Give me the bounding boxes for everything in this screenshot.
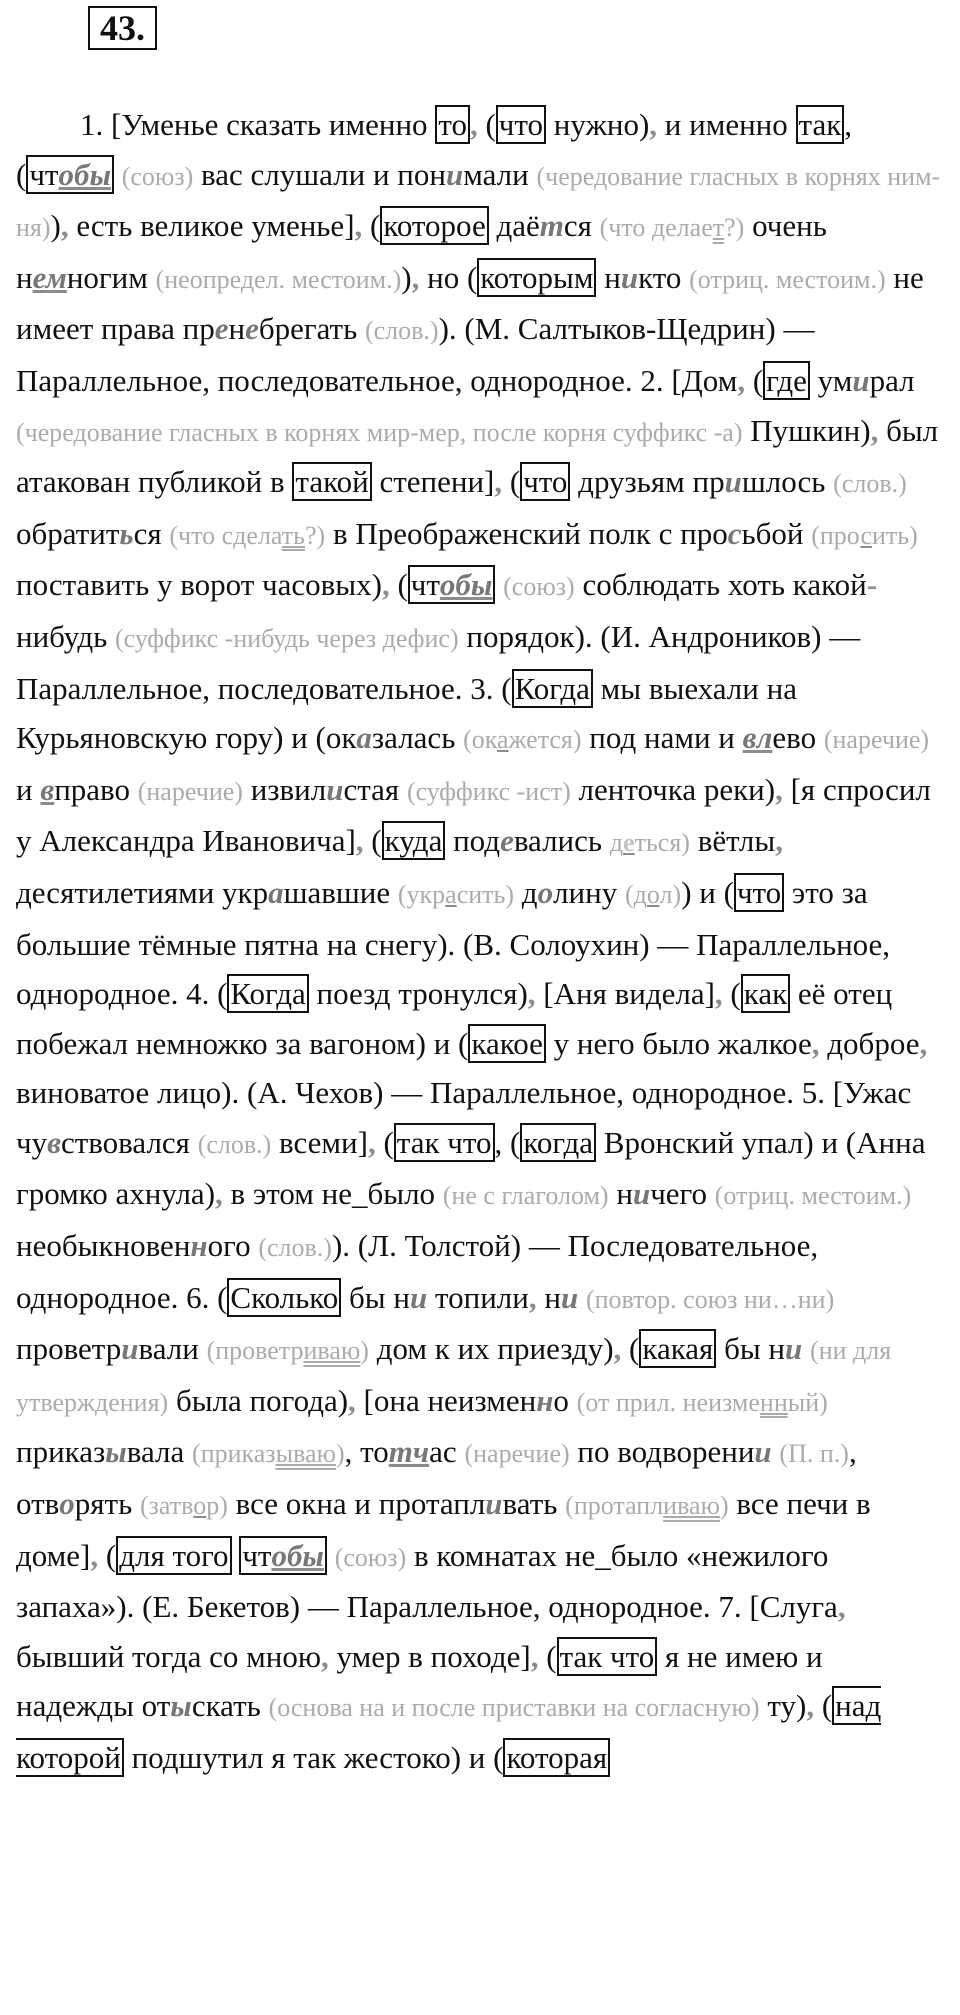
conjunction-box: так что bbox=[557, 1637, 658, 1676]
highlighted-letter: о bbox=[646, 879, 660, 909]
text-run: под bbox=[445, 823, 501, 859]
text-run: ) bbox=[719, 1491, 729, 1521]
text-run: в комнатах не_было «нежилого запаха»). (Е. Бекетов) — Параллельное, однородное. 7. [Слуга bbox=[16, 1537, 838, 1625]
text-run: ся bbox=[133, 515, 162, 551]
conjunction-box: Когда bbox=[227, 974, 308, 1013]
punctuation: , bbox=[613, 1331, 622, 1367]
text-run: поезд тронулся) bbox=[308, 976, 528, 1012]
text-run: ) bbox=[360, 1336, 369, 1366]
punctuation: - bbox=[866, 567, 878, 603]
punctuation: , bbox=[811, 1025, 820, 1061]
text-run: л) bbox=[659, 879, 682, 909]
text-run: бы н bbox=[716, 1331, 786, 1367]
conjunction-box: что bbox=[734, 873, 784, 912]
highlighted-letter: и bbox=[852, 362, 870, 398]
text-run: чего bbox=[650, 1176, 707, 1212]
text-run: ?) bbox=[724, 213, 745, 243]
text-run: н bbox=[616, 1176, 633, 1212]
text-run: (от прил. неизме bbox=[576, 1387, 760, 1417]
text-run: скать bbox=[191, 1688, 261, 1724]
highlighted-letter: е bbox=[245, 311, 259, 347]
grammar-note bbox=[207, 1336, 369, 1365]
highlighted-letters: иваю bbox=[303, 1336, 361, 1366]
text-run: ться) bbox=[634, 828, 690, 858]
text-run: (проветр bbox=[206, 1336, 304, 1366]
text-run: бывший тогда со мною bbox=[16, 1638, 322, 1674]
text-run: (протапл bbox=[565, 1491, 664, 1521]
text-run: рал bbox=[869, 362, 915, 398]
text-run: вала bbox=[126, 1434, 185, 1470]
punctuation: , bbox=[527, 976, 536, 1012]
conjunction-box: которое bbox=[380, 206, 488, 245]
punctuation: , bbox=[837, 1589, 846, 1625]
text-run: в Преображенский полк с про bbox=[332, 515, 728, 551]
text-run: под нами и bbox=[589, 720, 743, 756]
text-run: был атакован публикой в bbox=[16, 412, 939, 500]
text-run: , отв bbox=[16, 1434, 857, 1522]
text-run: шлось bbox=[741, 464, 826, 500]
grammar-note: (слов.) bbox=[364, 316, 439, 346]
text-run: , ( bbox=[494, 1124, 521, 1160]
conjunction-box: где bbox=[763, 361, 810, 400]
punctuation: , bbox=[775, 823, 783, 859]
highlighted-letter: и bbox=[785, 1331, 803, 1367]
text-run: ( bbox=[814, 1688, 833, 1724]
text-run: всеми] bbox=[279, 1124, 368, 1160]
grammar-note: (союз) bbox=[503, 572, 575, 602]
highlighted-letter: а bbox=[268, 874, 284, 910]
text-run: (д bbox=[624, 879, 647, 909]
grammar-note: (суффикс -нибудь через дефис) bbox=[114, 623, 459, 653]
punctuation: , bbox=[714, 976, 723, 1012]
highlighted-letter: ь bbox=[119, 515, 134, 551]
punctuation: , bbox=[528, 1279, 537, 1315]
grammar-note bbox=[398, 880, 514, 909]
highlighted-letter: о bbox=[193, 1491, 207, 1521]
highlighted-letters: ываю bbox=[275, 1439, 336, 1469]
punctuation: , bbox=[494, 464, 503, 500]
highlighted-letter: ы bbox=[105, 1434, 127, 1470]
text-run: не имеет права пр bbox=[16, 259, 924, 347]
punctuation: , bbox=[348, 1382, 356, 1418]
conjunction-box: какое bbox=[468, 1024, 545, 1063]
text-run: степени] bbox=[379, 464, 495, 500]
highlighted-letter: и bbox=[121, 1331, 139, 1367]
grammar-note: (чередование гласных в корнях ним-ня) bbox=[16, 161, 941, 243]
text-run: все печи в доме] bbox=[16, 1486, 871, 1573]
text-run: [Аня видела] bbox=[543, 976, 715, 1012]
conjunction-box: так что bbox=[394, 1123, 495, 1162]
conjunction-box: что bbox=[520, 462, 570, 501]
text-run: о bbox=[553, 1382, 569, 1418]
conjunction-box: куда bbox=[382, 821, 446, 860]
highlighted-letter: о bbox=[537, 874, 554, 910]
text-run: проветр bbox=[16, 1331, 122, 1367]
grammar-note bbox=[577, 1388, 828, 1417]
conjunction-box: когда bbox=[520, 1123, 596, 1162]
text-run: есть великое уменье] bbox=[68, 208, 355, 244]
punctuation: , bbox=[354, 208, 363, 244]
grammar-note: (П. п.) bbox=[779, 1439, 849, 1469]
text-run: [она неизмен bbox=[355, 1382, 537, 1418]
text-run: ) bbox=[401, 259, 412, 295]
highlighted-letters: обы bbox=[58, 156, 111, 192]
text-run: ). (М. Салтыков-Щедрин) — Параллельное, последовательное, однородное. 2. [Дом bbox=[16, 311, 815, 398]
grammar-note bbox=[610, 828, 690, 857]
text-run: ( bbox=[621, 1331, 640, 1367]
conjunction-box: для того bbox=[116, 1536, 231, 1575]
text-run: н bbox=[228, 311, 246, 347]
grammar-note: (не с глаголом) bbox=[442, 1181, 609, 1211]
highlighted-letter: а bbox=[496, 725, 509, 755]
text-run: дом к их приезду) bbox=[376, 1331, 614, 1367]
text-run: (что сдела bbox=[169, 520, 282, 550]
text-run: н bbox=[596, 259, 621, 295]
text-run: вали bbox=[138, 1331, 199, 1367]
text-run: необыкновен bbox=[16, 1228, 191, 1264]
text-run: (про bbox=[811, 520, 861, 550]
highlighted-letter: н bbox=[190, 1228, 208, 1264]
highlighted-letter: и bbox=[754, 1434, 772, 1470]
text-run: д bbox=[521, 874, 538, 910]
text-run: ( bbox=[363, 823, 382, 859]
exercise-text bbox=[16, 100, 948, 1783]
highlighted-letter: ы bbox=[170, 1688, 192, 1724]
conjunction-box: так bbox=[796, 105, 845, 144]
text-run: [я спросил у Александра Ивановича] bbox=[16, 771, 931, 859]
text-run: ( bbox=[502, 464, 521, 500]
text-run: ся bbox=[563, 208, 592, 244]
conjunction-box bbox=[26, 155, 114, 194]
exercise-number: 43. bbox=[88, 6, 157, 50]
text-run: очень н bbox=[16, 208, 827, 295]
text-run: ) и ( bbox=[681, 874, 734, 910]
grammar-note: (ни для утверждения) bbox=[16, 1336, 892, 1417]
text-run: ( bbox=[538, 1638, 557, 1674]
conjunction-box: над которой bbox=[16, 1688, 882, 1775]
highlighted-letter: е bbox=[623, 828, 635, 858]
text-run: лину bbox=[553, 874, 618, 910]
conjunction-box: то bbox=[435, 105, 470, 144]
highlighted-letters: ем bbox=[32, 259, 67, 295]
text-run: Вронский упал) и (Анна громко ахнула) bbox=[16, 1124, 926, 1212]
text-run: приказ bbox=[16, 1434, 106, 1470]
highlighted-letter: и bbox=[724, 464, 742, 500]
text-run: р) bbox=[206, 1491, 228, 1521]
text-run: я не имею и надежды от bbox=[16, 1638, 823, 1724]
text-run: мали bbox=[463, 156, 529, 192]
highlighted-letters: ть bbox=[281, 520, 306, 550]
grammar-note: (слов.) bbox=[197, 1129, 272, 1159]
highlighted-letter: е bbox=[214, 311, 229, 347]
highlighted-letter: и bbox=[485, 1486, 503, 1522]
punctuation: , bbox=[90, 1537, 99, 1573]
punctuation: , bbox=[806, 1688, 815, 1724]
punctuation: , bbox=[469, 107, 486, 142]
text-run: в этом не_было bbox=[222, 1176, 436, 1212]
text-run: друзьям пр bbox=[570, 464, 725, 500]
text-run: нужно) bbox=[546, 107, 650, 142]
text-run: Пушкин) bbox=[750, 412, 871, 448]
grammar-note: (отриц. местоим.) bbox=[714, 1181, 912, 1211]
highlighted-letters: вл bbox=[742, 720, 773, 756]
conjunction-box bbox=[239, 1536, 327, 1575]
grammar-note: (союз) bbox=[334, 1542, 407, 1572]
punctuation: , bbox=[775, 771, 783, 807]
conjunction-box: Сколько bbox=[227, 1278, 341, 1317]
grammar-note: (слов.) bbox=[833, 469, 907, 499]
text-run: кто bbox=[638, 259, 682, 295]
text-run: ево bbox=[772, 720, 817, 756]
text-run: ту) bbox=[767, 1688, 807, 1724]
conjunction-box: такой bbox=[292, 462, 371, 501]
text-run: брегать bbox=[258, 311, 358, 347]
text-run: бы н bbox=[341, 1279, 410, 1315]
text-run: и bbox=[16, 771, 41, 807]
text-run: топили bbox=[427, 1279, 529, 1315]
highlighted-letter: и bbox=[560, 1279, 579, 1315]
highlighted-letter: и bbox=[409, 1279, 428, 1315]
text-run: извил bbox=[250, 771, 327, 807]
text-run: у него было жалкое bbox=[545, 1025, 812, 1061]
punctuation: , bbox=[367, 1124, 376, 1160]
grammar-note: (неопредел. местоим.) bbox=[155, 264, 402, 294]
punctuation: , bbox=[870, 412, 879, 448]
text-run: ствовался bbox=[60, 1124, 190, 1160]
text-run: , ( bbox=[16, 107, 853, 192]
text-run: рять bbox=[74, 1486, 133, 1522]
text-run: (затв bbox=[139, 1491, 194, 1521]
grammar-note bbox=[811, 521, 918, 550]
highlighted-letter: т bbox=[539, 208, 564, 244]
text-run: ого bbox=[207, 1228, 251, 1264]
grammar-note: (союз) bbox=[121, 161, 194, 191]
grammar-note bbox=[169, 521, 325, 550]
punctuation: , bbox=[737, 362, 746, 398]
grammar-note: (слов.) bbox=[258, 1233, 332, 1263]
text-run: ( bbox=[752, 362, 764, 398]
highlighted-letter: и bbox=[445, 156, 464, 192]
text-run: ить) bbox=[872, 520, 918, 550]
grammar-note: (чередование гласных в корнях мир-мер, после корня суффикс -а) bbox=[16, 417, 743, 447]
text-run: вать bbox=[502, 1486, 558, 1522]
punctuation: , bbox=[530, 1638, 539, 1674]
highlighted-letter: а bbox=[356, 720, 372, 756]
grammar-note: (наречие) bbox=[464, 1439, 570, 1469]
text-run: ) bbox=[50, 208, 61, 244]
conjunction-box: которая bbox=[503, 1738, 610, 1777]
punctuation: , bbox=[355, 823, 364, 859]
text-run: соблюдать хоть какой bbox=[582, 567, 867, 603]
highlighted-letter: а bbox=[445, 879, 457, 909]
grammar-note bbox=[140, 1491, 228, 1520]
text-run: д bbox=[609, 828, 624, 858]
conjunction-box: как bbox=[741, 974, 790, 1013]
text-run: ). (Л. Толстой) — Последовательное, однородное. 6. ( bbox=[16, 1228, 819, 1315]
text-run: порядок). (И. Андроников) — Параллельное, последовательное. 3. ( bbox=[16, 618, 861, 706]
text-run: , то bbox=[344, 1434, 389, 1470]
text-run: 1. [Уменье сказать именно bbox=[80, 107, 436, 142]
grammar-note bbox=[192, 1439, 345, 1468]
text-run: ( bbox=[485, 107, 496, 142]
highlighted-letter: и bbox=[620, 259, 639, 295]
punctuation: , bbox=[649, 107, 658, 142]
grammar-note: (наречие) bbox=[137, 776, 243, 806]
text-run: обратит bbox=[16, 515, 120, 551]
highlighted-letters: иваю bbox=[663, 1491, 720, 1521]
text-run: (укр bbox=[397, 879, 446, 909]
conjunction-box: которым bbox=[477, 258, 596, 297]
text-run: шавшие bbox=[283, 874, 391, 910]
text-run: доброе bbox=[819, 1025, 920, 1061]
text-run: была погода) bbox=[175, 1382, 349, 1418]
text-run: вётлы bbox=[697, 823, 776, 859]
grammar-note bbox=[600, 213, 745, 242]
text-run: чт bbox=[29, 156, 59, 192]
highlighted-letters: нн bbox=[759, 1387, 788, 1417]
punctuation: , bbox=[919, 1025, 928, 1061]
highlighted-letters: тч bbox=[388, 1434, 430, 1470]
text-run: и именно bbox=[657, 107, 796, 142]
text-run: вались bbox=[513, 823, 603, 859]
text-run: подшутил я так жестоко) и ( bbox=[123, 1740, 504, 1775]
text-run: десятилетиями укр bbox=[16, 874, 269, 910]
grammar-note bbox=[565, 1491, 728, 1520]
grammar-note bbox=[463, 725, 581, 754]
text-run: вас слушали и пон bbox=[201, 156, 446, 192]
text-run: виноватое лицо). (А. Чехов) — Параллельное, однородное. 5. [Ужас чу bbox=[16, 1075, 912, 1160]
text-run: ( bbox=[375, 1124, 394, 1160]
text-run: ас bbox=[429, 1434, 457, 1470]
punctuation: , bbox=[60, 208, 69, 244]
conjunction-box: что bbox=[496, 105, 546, 144]
text-run: ногим bbox=[66, 259, 148, 295]
punctuation: , bbox=[411, 259, 420, 295]
text-run: сить) bbox=[456, 879, 515, 909]
highlighted-letter: и bbox=[326, 771, 344, 807]
text-run: н bbox=[536, 1279, 561, 1315]
text-run: и ( bbox=[425, 1025, 469, 1061]
highlighted-letters: обы bbox=[271, 1537, 324, 1573]
text-run: но ( bbox=[427, 259, 478, 295]
punctuation: , bbox=[215, 1176, 223, 1212]
grammar-note: (суффикс -ист) bbox=[406, 776, 571, 806]
text-run: ) bbox=[335, 1439, 345, 1469]
grammar-note: (основа на и после приставки на согласную) bbox=[268, 1693, 760, 1723]
text-run: её отец побежал немножко за вагоном) bbox=[16, 976, 893, 1061]
highlighted-letters: т bbox=[712, 213, 725, 243]
punctuation: , bbox=[321, 1638, 329, 1674]
text-run: это за большие тёмные пятна на снегу). (В. Солоухин) — Параллельное, однородное. 4. ( bbox=[16, 874, 891, 1012]
highlighted-letter: в bbox=[47, 1124, 61, 1160]
text-run: умер в походе] bbox=[328, 1638, 531, 1674]
grammar-note bbox=[625, 880, 681, 909]
highlighted-letter: и bbox=[632, 1176, 651, 1212]
text-run: ленточка реки) bbox=[578, 771, 776, 807]
highlighted-letter: с bbox=[727, 515, 742, 551]
text-run: мы выехали на Курьяновскую гору) и (ок bbox=[16, 670, 797, 756]
text-run: жется) bbox=[508, 725, 582, 755]
conjunction-box: Когда bbox=[512, 669, 593, 708]
text-run: ый) bbox=[787, 1387, 828, 1417]
text-run: чт bbox=[242, 1537, 272, 1573]
conjunction-box bbox=[408, 565, 496, 604]
highlighted-letter: о bbox=[59, 1486, 75, 1522]
text-run: ьбой bbox=[741, 515, 804, 551]
text-run: стая bbox=[343, 771, 400, 807]
grammar-note: (повтор. союз ни…ни) bbox=[585, 1284, 835, 1314]
text-run: залась bbox=[371, 720, 456, 756]
grammar-note: (наречие) bbox=[823, 725, 930, 755]
text-run: ( bbox=[362, 208, 381, 244]
text-run: (приказ bbox=[192, 1439, 276, 1469]
highlighted-letter: н bbox=[536, 1382, 554, 1418]
text-run: поставить у ворот часовых) bbox=[16, 567, 382, 603]
text-run: ( bbox=[389, 567, 408, 603]
text-run: ?) bbox=[305, 520, 326, 550]
highlighted-letter: е bbox=[500, 823, 514, 859]
text-run: по водворени bbox=[577, 1434, 755, 1470]
text-run: нибудь bbox=[16, 618, 108, 654]
conjunction-box: какая bbox=[639, 1329, 716, 1368]
text-run: право bbox=[54, 771, 130, 807]
highlighted-letter: с bbox=[860, 520, 873, 550]
text-run: все окна и протапл bbox=[235, 1486, 486, 1522]
text-run: чт bbox=[410, 567, 440, 603]
text-run: даё bbox=[496, 208, 540, 244]
text-run: ум bbox=[809, 362, 853, 398]
punctuation: , bbox=[381, 567, 390, 603]
text-run: ( bbox=[98, 1537, 117, 1573]
grammar-note: (отриц. местоим.) bbox=[689, 264, 886, 294]
text-run: (что делае bbox=[599, 213, 713, 243]
text-run: ( bbox=[722, 976, 741, 1012]
highlighted-letters: обы bbox=[439, 567, 493, 603]
highlighted-letter: в bbox=[40, 771, 55, 807]
text-run: (ок bbox=[463, 725, 497, 755]
